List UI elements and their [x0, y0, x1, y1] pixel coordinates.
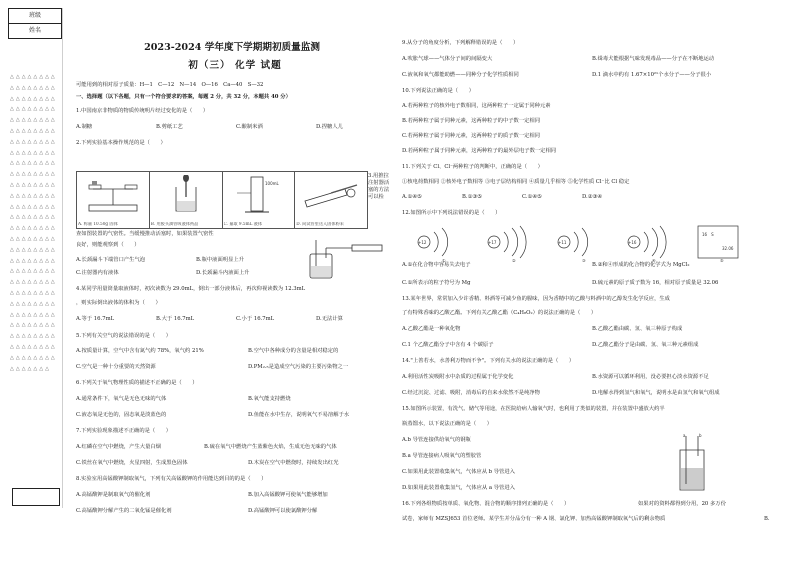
- question-4: 4.某同学用量筒量取液体时，初次读数为 29.0mL，倒出一部分液体后，再次仰视读数为 12.3mL: [76, 286, 306, 292]
- q8-option-b[interactable]: B.加入高锰酸钾可使氧气能够增加: [248, 492, 328, 498]
- q5-option-c[interactable]: C.空气是一种十分重要的天然资源: [76, 364, 156, 370]
- q3-option-a[interactable]: A.长颈漏斗下端管口产生气泡: [76, 257, 146, 263]
- class-label: 班级: [28, 12, 41, 20]
- section-one-heading: 一、选择题（以下各题，只有一个符合要求的答案，每题 2 分，共 32 分，本题共 40 分）: [76, 94, 291, 100]
- q11-statements: ①核电荷数相同 ②核外电子数相等 ③电子层结构相同 ④质量几乎相等 ⑤化学性质 Cl⁻比 Cl 稳定: [402, 179, 630, 185]
- name-field[interactable]: [8, 24, 62, 39]
- fig-c-caption: C. 量取 9.5mL 液体: [223, 222, 263, 227]
- q12-option-c[interactable]: C.①所表示的粒子符号为 Mg: [402, 280, 471, 286]
- q1-option-c[interactable]: C.酿制米酒: [236, 124, 263, 130]
- class-field[interactable]: [8, 8, 62, 24]
- svg-text:b: b: [699, 433, 702, 438]
- svg-text:+17: +17: [488, 240, 497, 245]
- svg-text:④: ④: [652, 258, 656, 263]
- q5-option-b[interactable]: B.空气中各种成分的含量是相对稳定的: [248, 348, 339, 354]
- question-15-b: 瓶蒸馏水，以下说法正确的是（ ）: [402, 421, 493, 427]
- q7-option-c[interactable]: C.铁丝在氧气中燃烧，火星四射，生成黑色固体: [76, 460, 188, 466]
- q6-option-b[interactable]: B.氧气能支持燃烧: [248, 396, 291, 402]
- question-14: 14."上善若水，水善利万物而不争"。下列有关水的说法正确的是（ ）: [402, 358, 575, 364]
- testtube-icon: [301, 175, 361, 215]
- syringe-apparatus-icon: [302, 236, 392, 280]
- exam-title: 2023-2024 学年度下学期期初质量监测: [144, 42, 320, 53]
- question-8: 8.实验室用高锰酸钾制取氧气，下列有关高锰酸钾的作用能达到目的的是（ ）: [76, 476, 267, 482]
- question-12: 12.如图所示中下列说法错误的是（ ）: [402, 210, 501, 216]
- svg-text:+16: +16: [628, 240, 637, 245]
- dropper-icon: [156, 175, 216, 215]
- q4-option-a[interactable]: A.等于 16.7mL: [76, 316, 115, 322]
- svg-text:100mL: 100mL: [264, 181, 279, 186]
- q1-option-d[interactable]: D.捏糖人儿: [316, 124, 343, 130]
- atom-structure-diagrams: [402, 224, 782, 264]
- gas-washing-bottle-icon: [672, 432, 712, 494]
- exam-subtitle: 初（三） 化学 试题: [188, 60, 282, 71]
- q12-option-d[interactable]: D.硫元素的原子质子数为 16，相对原子质量是 32.06: [592, 280, 719, 286]
- fig-d-caption: D. 向试管里送入固体粉末: [296, 222, 344, 227]
- q10-option-a[interactable]: A.若两种粒子的核外电子数相同，这两种粒子一定属于同种元素: [402, 103, 551, 109]
- q11-option-b[interactable]: B.①③⑤: [462, 194, 482, 200]
- q13-option-a[interactable]: A.乙酸乙酯是一种氧化物: [402, 326, 461, 332]
- svg-text:32.06: 32.06: [722, 246, 734, 251]
- svg-text:②: ②: [512, 258, 516, 263]
- q16-tail: 如果对的资料都得到分用，20 多万份: [638, 501, 726, 507]
- q7-option-b[interactable]: B.硫在氧气中燃烧产生蓝紫色火焰，生成无色无味的气体: [204, 444, 337, 450]
- q9-option-b[interactable]: B.缉毒犬能根据气味发现毒品——分子在不断地运动: [592, 56, 715, 62]
- q6-option-d[interactable]: D.鱼能在水中生存，说明氧气不易溶解于水: [248, 412, 350, 418]
- q2-figure-area: [76, 0, 394, 562]
- svg-text:③: ③: [582, 258, 586, 263]
- q15-option-c[interactable]: C.如果用此装置收集氧气，气体应从 b 导管进入: [402, 469, 515, 475]
- fig-testtube: [295, 172, 367, 228]
- q5-option-d[interactable]: D.PM₂.₅是造成空气污染的主要污染物之一: [248, 364, 349, 370]
- seal-line-dots: △△△△△△△△△△△△△△△△△△△△△△△△△△△△△△△△△△△△△△△△△△△△△△△△△△△△△△△△△△△△△△△△△△△△△△△△△△△△△△△△△△△△△△△△△△△△△△△△△△△△△△△△△△△△△△△△△△△△△△△△△△△△△△△△△△△△△△△△△△△△△△△△△△△△△△△△△△△△△△△△△△△△△△△△△△△△△△△△△△△△△△△△△△△△△△△△△△△△△△△△△△△△△△△△△△△△△△△△△△△△△△△: [10, 74, 57, 372]
- q3-line-a: 查如图装置的气密性。当缓慢推动活塞时，如果装置气密性: [76, 231, 214, 237]
- q13-option-b[interactable]: B.乙酸乙酯由碳、氢、氧三种原子构成: [592, 326, 683, 332]
- q8-option-c[interactable]: C.高锰酸钾分解产生的二氧化锰是催化剂: [76, 508, 172, 514]
- atomic-masses: 可能用到的相对原子质量：H—1 C—12 N—14 O—16 Ca—40 S—32: [76, 82, 264, 88]
- balance-icon: [83, 175, 143, 215]
- svg-text:16 S: 16 S: [702, 232, 714, 237]
- q11-option-c[interactable]: C.①④⑤: [522, 194, 542, 200]
- q3-side-text: 3.用推拉注射器活塞的方法可以检: [368, 173, 390, 200]
- q8-option-a[interactable]: A.高锰酸钾是制取氧气的催化剂: [76, 492, 151, 498]
- q11-option-d[interactable]: D.②③④: [582, 194, 602, 200]
- q12-option-a[interactable]: A.①在化合物中容易失去电子: [402, 262, 471, 268]
- q3-option-b[interactable]: B.瓶中液面明显上升: [196, 257, 244, 263]
- q3-option-d[interactable]: D.长颈漏斗内液面上升: [196, 270, 250, 276]
- question-1: 1.中国南京非物质的物质传统明片经过变化的是（ ）: [76, 108, 209, 114]
- svg-text:⑤: ⑤: [720, 258, 724, 263]
- q4-option-d[interactable]: D.无法计算: [316, 316, 343, 322]
- name-label: 姓名: [28, 27, 41, 35]
- q9-option-d[interactable]: D.1 滴水中约有 1.67×10²¹个水分子——分子很小: [592, 72, 712, 78]
- q3-line-b: 良好，则能观察到（ ）: [76, 242, 140, 248]
- q7-option-d[interactable]: D.木炭在空气中燃烧时，持续发出红光: [248, 460, 339, 466]
- q3-option-c[interactable]: C.注射器内有液体: [76, 270, 119, 276]
- q10-option-b[interactable]: B.若两种粒子属于同种元素，这两种粒子的中子数一定相同: [402, 118, 540, 124]
- svg-text:a: a: [683, 433, 686, 438]
- binding-divider: [62, 8, 63, 508]
- q1-option-b[interactable]: B.剪纸工艺: [156, 124, 183, 130]
- q9-option-c[interactable]: C.液氧和氧气都能助燃——同种分子化学性质相同: [402, 72, 519, 78]
- question-7: 7.下列实验现象描述不正确的是（ ）: [76, 428, 172, 434]
- q2-figures: [76, 171, 368, 229]
- fig-dropper: [150, 172, 223, 228]
- q15-option-b[interactable]: B.a 导管连接病人吸氧气的塑胶管: [402, 453, 482, 459]
- q16-option-b-mark[interactable]: B.: [764, 516, 770, 522]
- q6-option-c[interactable]: C.液态氧是无色的，固态氧是淡蓝色的: [76, 412, 167, 418]
- q9-option-a[interactable]: A.吹胀气球——气体分子间的间隔变大: [402, 56, 493, 62]
- question-6: 6.下列关于氧气物理性质的描述不正确的是（ ）: [76, 380, 198, 386]
- q4-option-c[interactable]: C.小于 16.7mL: [236, 316, 275, 322]
- question-15: 15.如图所示装置，有洗气、储气等用途，在医院给病人输氧气时，也利用了类似的装置，并在装置中盛放大约半: [402, 406, 665, 412]
- q13-option-c[interactable]: C.1 个乙酸乙酯分子中含有 4 个碳原子: [402, 342, 494, 348]
- question-11: 11.下列关于 Cl、Cl⁻两种粒子的判断中，正确的是（ ）: [402, 164, 543, 170]
- svg-text:+11: +11: [558, 240, 567, 245]
- q15-option-a[interactable]: A.b 导管连接供给氧气的钢瓶: [402, 437, 471, 443]
- question-10: 10.下列说法正确的是（ ）: [402, 88, 474, 94]
- q10-option-c[interactable]: C.若两种粒子属于同种元素，这两种粒子的质子数一定相同: [402, 133, 540, 139]
- binding-column: [8, 8, 62, 506]
- question-13-b: 了有特殊香味的乙酸乙酯。下列有关乙酸乙酯（C₄H₈O₂）的说法正确的是（ ）: [402, 310, 597, 316]
- q13-option-d[interactable]: D.乙酸乙酯分子是由碳、氢、氧三种元素组成: [592, 342, 699, 348]
- q14-option-d[interactable]: D.电解水得到氢气和氧气，说明水是由氢气和氧气组成: [592, 390, 720, 396]
- question-4-b: ，则实际倒出液体的体积为（ ）: [76, 300, 161, 306]
- fig-cylinder: [223, 172, 296, 228]
- q8-option-d[interactable]: D.高锰酸钾可以使氯酸钾分解: [248, 508, 318, 514]
- cylinder-icon: [229, 175, 289, 215]
- q14-option-b[interactable]: B.水资源可以循环利用，没必要担心淡水资源不足: [592, 374, 709, 380]
- fig-balance: [77, 172, 150, 228]
- question-9: 9.从分子的角度分析，下列解释错误的是（ ）: [402, 40, 519, 46]
- q1-option-a[interactable]: A.制糖: [76, 124, 93, 130]
- q15-option-d[interactable]: D.如果用此装置收集氢气，气体应从 a 导管进入: [402, 485, 515, 491]
- fig-a-caption: A. 称量 10.50g 固体: [78, 222, 118, 227]
- q5-option-a[interactable]: A.按质量计算，空气中含有氮气约 78%，氧气约 21%: [76, 348, 204, 354]
- fig-b-caption: B. 用胶头滴管吸液体药品: [150, 222, 199, 227]
- q12-option-b[interactable]: B.②和④形成的化合物的化学式为 MgCl₂: [592, 262, 690, 268]
- q14-option-a[interactable]: A.利用活性炭吸附水中杂质的过程属于化学变化: [402, 374, 514, 380]
- q6-option-a[interactable]: A.通常条件下，氧气是无色无味的气体: [76, 396, 167, 402]
- q11-option-a[interactable]: A.①④⑤: [402, 194, 422, 200]
- q4-option-b[interactable]: B.大于 16.7mL: [156, 316, 195, 322]
- q7-option-a[interactable]: A.红磷在空气中燃烧，产生大量白烟: [76, 444, 161, 450]
- question-2: 2.下列实验基本操作规范的是（ ）: [76, 140, 166, 146]
- svg-text:+12: +12: [418, 240, 427, 245]
- seal-box: [12, 488, 60, 506]
- question-16-b: 试卷，家师有 MZSJ653 首位老师。某学生并分品分有一种 A 钢、氯化钾、加热高锰酸钾制取氧气后的剩余物质: [402, 516, 666, 522]
- question-16: 16.下列各组物质按单质、氧化物、混合物的顺序排列正确的是（ ）: [402, 501, 570, 507]
- svg-text:①: ①: [442, 258, 446, 263]
- question-5: 5.下列有关空气的说法错误的是（ ）: [76, 333, 172, 339]
- q14-option-c[interactable]: C.经过沉淀、过滤、吸附，消毒后的自来水依然不是纯净物: [402, 390, 540, 396]
- question-13: 13.某年世界，常常加入少许香精、料酒等可减少鱼的腥味，因为香精中的乙酸与料酒中的乙醇发生化学反应，生成: [402, 296, 670, 302]
- q10-option-d[interactable]: D.若两种粒子属于同种元素，这两种粒子的最外层电子数一定相同: [402, 148, 557, 154]
